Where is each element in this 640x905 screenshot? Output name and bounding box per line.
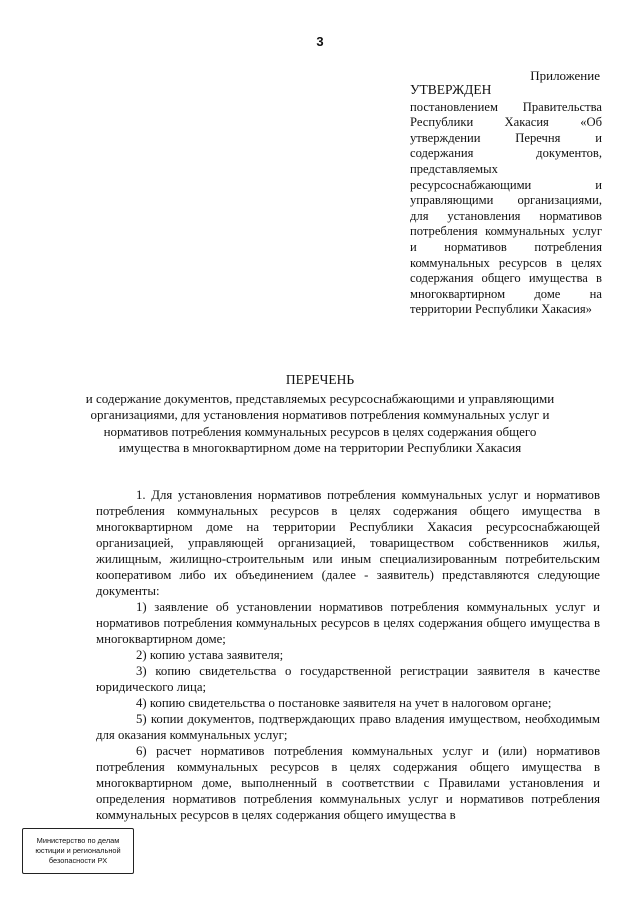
- page-number: 3: [316, 34, 324, 49]
- list-item-2: 2) копию устава заявителя;: [136, 648, 284, 662]
- list-item-5: 5) копии документов, подтверждающих право владения имуществом, необходимым для оказания коммунальных услуг;: [96, 712, 600, 742]
- approval-text: постановлением Правительства Республики Хакасия «Об утверждении Перечня и содержания документов, представляемых ресурсоснабжающими и управляющими организациями, для установления нормативов потребления коммунальных услуг и нормативов потребления коммунальных ресурсов в целях содержания общего имущества в многоквартирном доме на территории Республики Хакасия»: [410, 99, 602, 317]
- document-body: [96, 487, 600, 823]
- paragraph-1: 1. Для установления нормативов потребления коммунальных услуг и нормативов потребления коммунальных ресурсов в целях содержания общего имущества в многоквартирном доме на территории Республики Хакасия ресурсоснабжающей организацией, управляющей организацией, товариществом собственников жилья, жилищным, жилищно-строительным или иным специализированным потребительским кооперативом либо их объединением (далее - заявитель) представляются следующие документы:: [96, 488, 600, 598]
- heading-title: ПЕРЕЧЕНЬ: [285, 372, 355, 387]
- approval-block: [410, 82, 602, 318]
- stamp-line-1: Министерство по делам: [36, 836, 120, 845]
- heading-subtitle: и содержание документов, представляемых ресурсоснабжающими и управляющими организациями, для установления нормативов потребления коммунальных услуг и нормативов потребления коммунальных ресурсов в целях содержания общего имущества в многоквартирном доме на территории Республики Хакасия: [85, 390, 555, 455]
- list-item-4: 4) копию свидетельства о постановке заявителя на учет в налоговом органе;: [136, 696, 552, 710]
- ministry-stamp: [22, 828, 134, 874]
- appendix-label: Приложение: [530, 68, 600, 83]
- stamp-line-3: безопасности РХ: [48, 856, 108, 865]
- list-item-3: 3) копию свидетельства о государственной регистрации заявителя в качестве юридического лица;: [96, 664, 600, 694]
- document-heading: [60, 372, 580, 457]
- stamp-line-2: юстиции и региональной: [35, 846, 121, 855]
- approval-title: УТВЕРЖДЕН: [410, 82, 492, 97]
- list-item-1: 1) заявление об установлении нормативов потребления коммунальных услуг и нормативов потребления коммунальных ресурсов в целях содержания общего имущества в многоквартирном доме;: [96, 600, 600, 646]
- list-item-6: 6) расчет нормативов потребления коммунальных услуг и (или) нормативов потребления коммунальных ресурсов в целях содержания общего имущества в многоквартирном доме, выполненный в соответствии с Правилами установления и определения нормативов потребления коммунальных услуг и нормативов потребления коммунальных ресурсов в целях содержания общего имущества в: [96, 744, 600, 822]
